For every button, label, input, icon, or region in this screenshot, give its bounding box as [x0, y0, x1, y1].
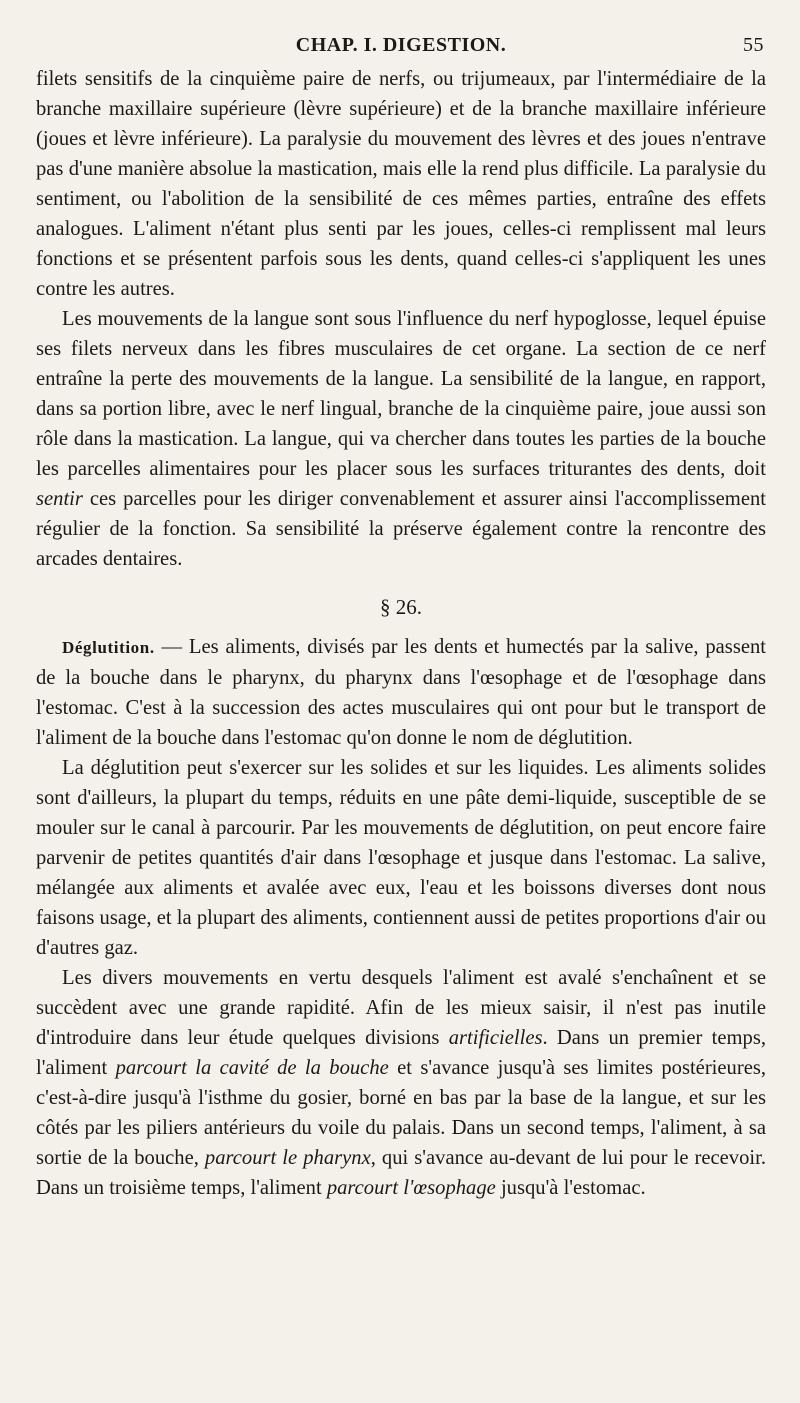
paragraph-5-italic-1: artificielles	[448, 1027, 543, 1049]
paragraph-5-text-e: jusqu'à l'estomac.	[495, 1177, 646, 1199]
paragraph-5	[36, 963, 766, 1203]
paragraph-5-text-c: et s'avance jusqu'à ses limites postérieures, c'est-à-dire jusqu'à l'isthme du gosier, borné en bas par la base de la langue, et sur les côtés par les piliers antérieurs du voile du palais. Dans un second temps, l'aliment, à sa sortie de la bouche,	[36, 1057, 766, 1169]
paragraph-5-italic-4: parcourt l'œsophage	[326, 1177, 496, 1199]
paragraph-5-text-a: Les divers mouvements en vertu desquels l'aliment est avalé s'enchaînent et se succèdent avec une grande rapidité. Afin de les mieux saisir, il n'est pas inutile d'introduire dans leur étude quelques divisions	[36, 967, 766, 1049]
paragraph-5-italic-2: parcourt la cavité de la bouche	[115, 1057, 389, 1079]
paragraph-1: filets sensitifs de la cinquième paire de nerfs, ou trijumeaux, par l'intermédiaire de la branche maxillaire supérieure (lèvre supérieure) et de la branche maxillaire inférieure (joues et lèvre inférieure). La paralysie du mouvement des lèvres et des joues n'entrave pas d'une manière absolue la mastication, mais elle la rend plus difficile. La paralysie du sentiment, ou l'abolition de la sensibilité de ces mêmes parties, entraîne des effets analogues. L'aliment n'étant plus senti par les joues, celles-ci remplissent mal leurs fonctions et se présentent parfois sous les dents, quand celles-ci s'appliquent les unes contre les autres.	[36, 68, 766, 300]
paragraph-4: La déglutition peut s'exercer sur les solides et sur les liquides. Les aliments solides sont d'ailleurs, la plupart du temps, réduits en une pâte demi-liquide, susceptible de se mouler sur le canal à parcourir. Par les mouvements de déglutition, on peut encore faire parvenir de petites quantités d'air dans l'œsophage et jusque dans l'estomac. La salive, mélangée aux aliments et avalée avec eux, l'eau et les boissons diverses dont nous faisons usage, et la plupart des aliments, contiennent aussi de petites proportions d'air ou d'autres gaz.	[36, 757, 766, 959]
paragraph-5-text-b: . Dans un premier temps, l'aliment	[36, 1027, 766, 1079]
paragraph-3-text: — Les aliments, divisés par les dents et humectés par la salive, passent de la bouche dans le pharynx, du pharynx dans l'œsophage et de l'œsophage dans l'estomac. C'est à la succession des actes musculaires qui ont pour but le transport de l'aliment de la bouche dans l'estomac qu'on donne le nom de déglutition.	[36, 636, 766, 749]
paragraph-5-italic-3: parcourt le pharynx	[204, 1147, 371, 1169]
page-number: 55	[743, 34, 764, 56]
section-heading: § 26.	[380, 595, 422, 619]
running-title: CHAP. I. DIGESTION.	[295, 34, 507, 56]
paragraph-5-text-d: , qui s'avance au-devant de lui pour le recevoir. Dans un troisième temps, l'aliment	[36, 1147, 766, 1199]
paragraph-2-italic: sentir	[36, 488, 83, 510]
paragraph-2	[36, 304, 766, 574]
running-header	[36, 28, 766, 62]
paragraph-2-text-b: ces parcelles pour les diriger convenablement et assurer ainsi l'accomplissement régulier de la fonction. Sa sensibilité la préserve également contre la rencontre des arcades dentaires.	[36, 488, 766, 570]
paragraph-2-text-a: Les mouvements de la langue sont sous l'influence du nerf hypoglosse, lequel épuise ses filets nerveux dans les fibres musculaires de cet organe. La section de ce nerf entraîne la perte des mouvements de la langue. La sensibilité de la langue, en rapport, dans sa portion libre, avec le nerf lingual, branche de la cinquième paire, joue aussi son rôle dans la mastication. La langue, qui va chercher dans toutes les parties de la bouche les parcelles alimentaires pour les placer sous les surfaces triturantes des dents, doit	[36, 308, 766, 480]
section-lead-term: Déglutition.	[62, 638, 155, 657]
page-body	[36, 64, 766, 1203]
paragraph-3	[36, 632, 766, 753]
